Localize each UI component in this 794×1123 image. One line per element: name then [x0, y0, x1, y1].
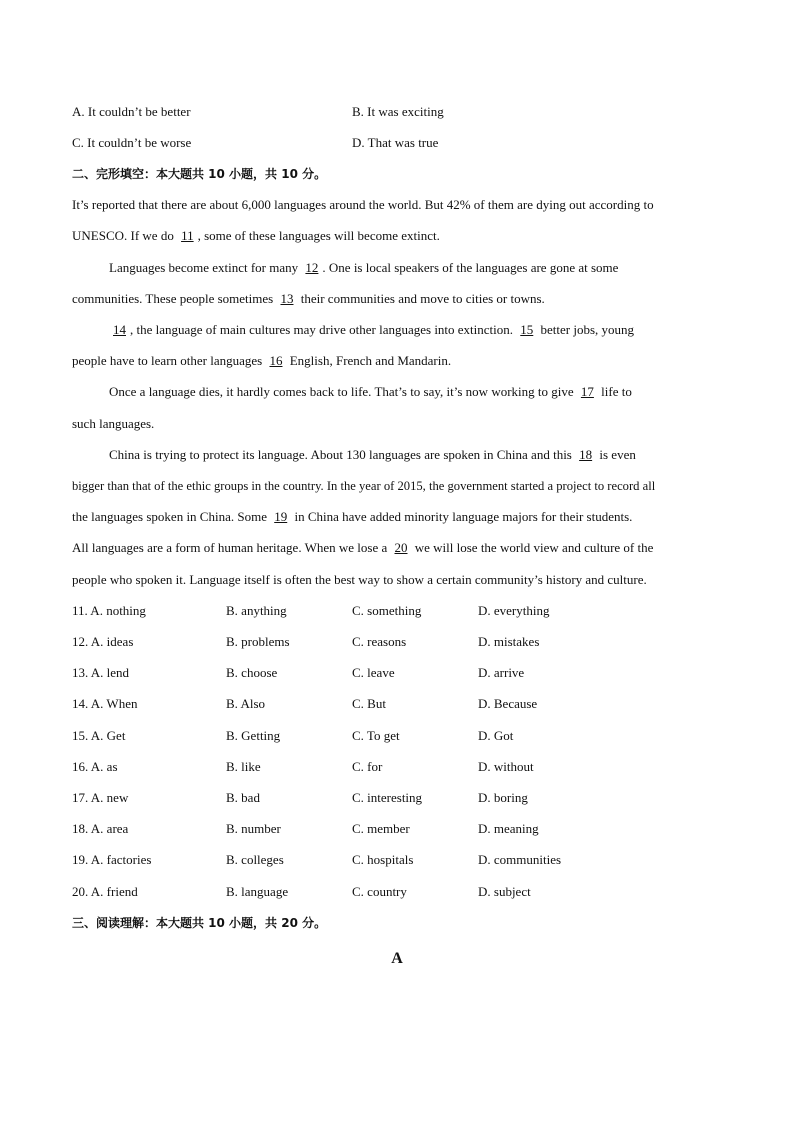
- question-19-option-d: D. communities: [478, 852, 562, 867]
- question-18-option-d: D. meaning: [478, 821, 539, 836]
- question-13-option-b: B. choose: [226, 665, 278, 680]
- question-14-option-c: C. But: [352, 696, 386, 711]
- question-17-option-b: B. bad: [226, 790, 260, 805]
- passage-line: bigger than that of the ethic groups in the country. In the year of 2015, the government started a project to record all: [72, 479, 656, 493]
- question-13-option-c: C. leave: [352, 665, 395, 680]
- q9-option-d: D. That was true: [352, 135, 439, 150]
- reading-part-label: A: [391, 950, 403, 967]
- blank-16: 16: [269, 353, 283, 368]
- question-17-option-d: D. boring: [478, 790, 528, 805]
- question-14-option-a: 14. A. When: [72, 696, 138, 711]
- passage-line: people who spoken it. Language itself is often the best way to show a certain community’s history and culture.: [72, 572, 647, 587]
- question-20-option-d: D. subject: [478, 884, 531, 899]
- passage-line: 14 , the language of main cultures may drive other languages into extinction. 15 better jobs, young: [109, 322, 634, 338]
- question-11-option-a: 11. A. nothing: [72, 603, 146, 618]
- passage-line: All languages are a form of human heritage. When we lose a 20 we will lose the world view and culture of the: [72, 540, 654, 555]
- question-11-option-b: B. anything: [226, 603, 287, 618]
- question-19-option-c: C. hospitals: [352, 852, 414, 867]
- passage-line: Once a language dies, it hardly comes back to life. That’s to say, it’s now working to give 17 life to: [109, 384, 632, 399]
- question-19-option-a: 19. A. factories: [72, 852, 152, 867]
- q9-option-b: B. It was exciting: [352, 104, 444, 119]
- blank-15: 15: [520, 322, 534, 337]
- question-18-option-c: C. member: [352, 821, 410, 836]
- question-16-option-d: D. without: [478, 759, 534, 774]
- section-2-title: 二、完形填空：本大题共 10 小题，共 10 分。: [72, 167, 327, 181]
- section-3-title: 三、阅读理解：本大题共 10 小题，共 20 分。: [72, 916, 327, 930]
- question-18-option-a: 18. A. area: [72, 821, 129, 836]
- blank-19: 19: [274, 509, 288, 524]
- question-16-option-b: B. like: [226, 759, 261, 774]
- question-15-option-d: D. Got: [478, 728, 514, 743]
- question-20-option-c: C. country: [352, 884, 407, 899]
- passage-line: Languages become extinct for many 12 . One is local speakers of the languages are gone at some: [109, 260, 619, 275]
- question-17-option-c: C. interesting: [352, 790, 423, 805]
- question-18-option-b: B. number: [226, 821, 281, 836]
- passage-line: China is trying to protect its language. About 130 languages are spoken in China and this 18 is even: [109, 447, 636, 462]
- blank-18: 18: [579, 447, 593, 462]
- passage-line: such languages.: [72, 416, 155, 431]
- question-19-option-b: B. colleges: [226, 852, 284, 867]
- question-13-option-a: 13. A. lend: [72, 665, 130, 680]
- blank-20: 20: [394, 540, 408, 555]
- question-20-option-b: B. language: [226, 884, 289, 899]
- q9-option-a: A. It couldn’t be better: [72, 104, 191, 119]
- passage-line: communities. These people sometimes 13 their communities and move to cities or towns.: [72, 291, 545, 306]
- question-15-option-b: B. Getting: [226, 728, 281, 743]
- question-11-option-d: D. everything: [478, 603, 550, 618]
- blank-17: 17: [580, 384, 594, 399]
- question-14-option-b: B. Also: [226, 696, 266, 711]
- blank-13: 13: [280, 291, 294, 306]
- passage-line: people have to learn other languages 16 English, French and Mandarin.: [72, 353, 452, 368]
- passage-line: It’s reported that there are about 6,000 languages around the world. But 42% of them are dying out according to: [72, 197, 654, 212]
- question-12-option-c: C. reasons: [352, 634, 407, 649]
- blank-14: 14: [113, 322, 126, 337]
- question-13-option-d: D. arrive: [478, 665, 525, 680]
- question-20-option-a: 20. A. friend: [72, 884, 138, 899]
- question-15-option-a: 15. A. Get: [72, 728, 126, 743]
- question-16-option-a: 16. A. as: [72, 759, 118, 774]
- question-16-option-c: C. for: [352, 759, 383, 774]
- question-14-option-d: D. Because: [478, 696, 538, 711]
- question-11-option-c: C. something: [352, 603, 422, 618]
- passage-line: the languages spoken in China. Some 19 in China have added minority language majors for their students.: [72, 509, 633, 524]
- q9-option-c: C. It couldn’t be worse: [72, 135, 192, 150]
- question-17-option-a: 17. A. new: [72, 790, 129, 805]
- question-12-option-d: D. mistakes: [478, 634, 540, 649]
- question-15-option-c: C. To get: [352, 728, 400, 743]
- blank-11: 11: [181, 228, 194, 243]
- blank-12: 12: [305, 260, 319, 275]
- question-12-option-b: B. problems: [226, 634, 290, 649]
- passage-line: UNESCO. If we do 11 , some of these languages will become extinct.: [72, 228, 440, 243]
- question-12-option-a: 12. A. ideas: [72, 634, 134, 649]
